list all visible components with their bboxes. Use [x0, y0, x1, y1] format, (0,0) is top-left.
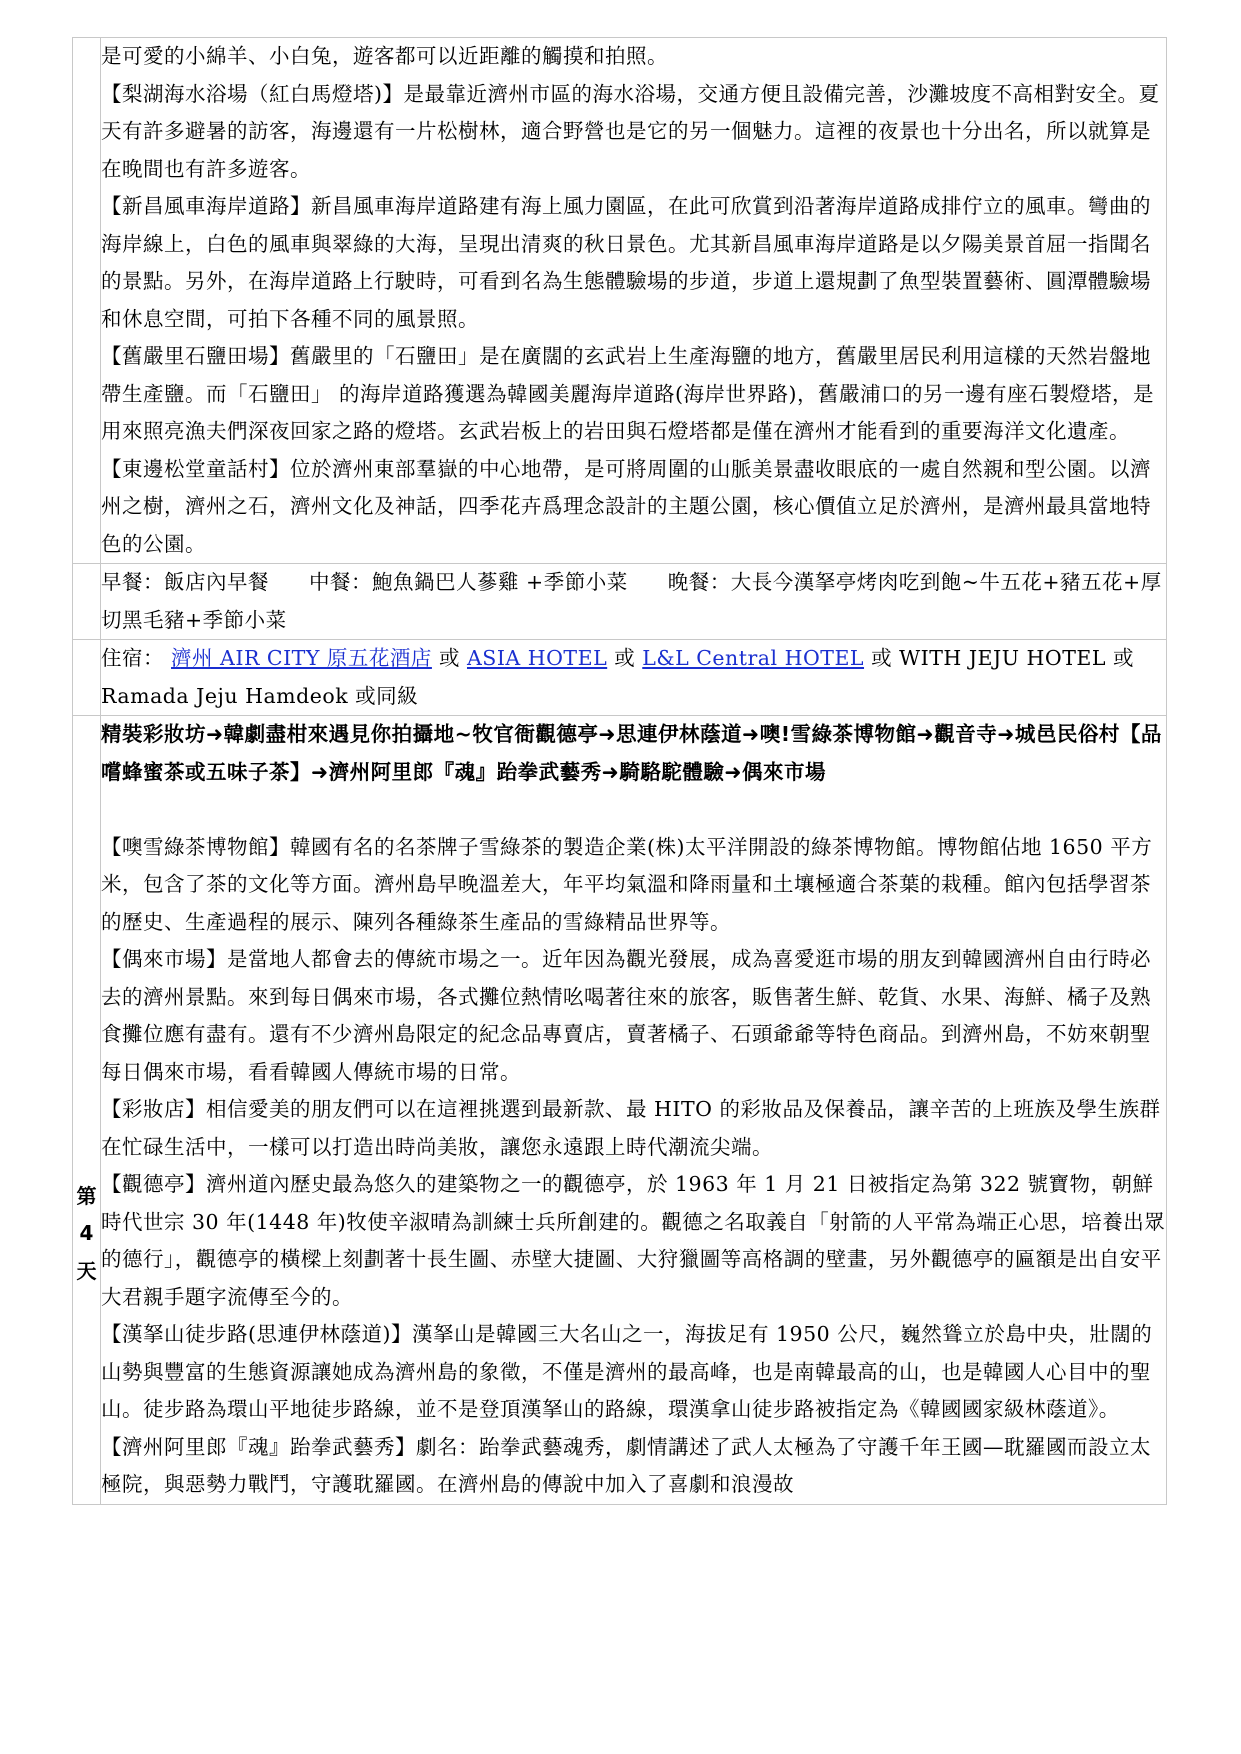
day4-char-2: 4	[79, 1221, 94, 1245]
day3-windmill-road-paragraph: 【新昌風車海岸道路】新昌風車海岸道路建有海上風力園區，在此可欣賞到沿著海岸道路成排佇立的風車。彎曲的海岸線上，白色的風車與翠綠的大海，呈現出清爽的秋日景色。尤其新昌風車海岸道路是以夕陽美景首屈一指聞名的景點。另外，在海岸道路上行駛時，可看到名為生態體驗場的步道，步道上還規劃了魚型裝置藝術、圓潭體驗場和休息空間，可拍下各種不同的風景照。	[101, 194, 1151, 331]
day3-salt-field-paragraph: 【舊嚴里石鹽田場】舊嚴里的「石鹽田」是在廣闊的玄武岩上生產海鹽的地方，舊嚴里居民利用這樣的天然岩盤地帶生產鹽。而「石鹽田」 的海岸道路獲選為韓國美麗海岸道路(海岸世界路)，舊嚴浦口的另一邊有座石製燈塔，是用來照亮漁夫們深夜回家之路的燈塔。玄武岩板上的岩田與石燈塔都是僅在濟州才能看到的重要海洋文化遺產。	[101, 344, 1155, 443]
hotel-link-air-city[interactable]: 濟州 AIR CITY 原五花酒店	[171, 646, 432, 670]
breakfast-text: 早餐：飯店內早餐	[101, 570, 269, 594]
day4-hallasan-trail-paragraph: 【漢拏山徒步路(思連伊林蔭道)】漢拏山是韓國三大名山之一，海拔足有 1950 公尺，巍然聳立於島中央，壯闊的山勢與豐富的生態資源讓她成為濟州島的象徵，不僅是濟州的最高峰，也是南韓最高的山，也是韓國人心目中的聖山。徒步路為環山平地徒步路線，並不是登頂漢拏山的路線，環漢拿山徒步路被指定為《韓國國家級林蔭道》。	[101, 1322, 1153, 1421]
hotel-link-ll-central[interactable]: L&L Central HOTEL	[642, 646, 865, 670]
day4-row	[73, 716, 1167, 1505]
day4-green-tea-museum-paragraph: 【噢雪綠茶博物館】韓國有名的名茶牌子雪綠茶的製造企業(株)太平洋開設的綠茶博物館。博物館佔地 1650 平方米，包含了茶的文化等方面。濟州島早晚溫差大，年平均氣溫和降雨量和土壤極適合茶葉的栽種。館內包括學習茶的歷史、生產過程的展示、陳列各種綠茶生產品的雪綠精品世界等。	[101, 834, 1153, 934]
day4-day-cell	[73, 716, 101, 1505]
day4-taekwondo-show-paragraph: 【濟州阿里郎『魂』跆拳武藝秀】劇名：跆拳武藝魂秀，劇情講述了武人太極為了守護千年王國—耽羅國而設立太極院，與惡勢力戰鬥，守護耽羅國。在濟州島的傳說中加入了喜劇和浪漫故	[101, 1434, 1151, 1496]
lodging-or-2: 或	[614, 646, 636, 670]
day3-sheep-paragraph: 是可愛的小綿羊、小白兔，遊客都可以近距離的觸摸和拍照。	[101, 44, 668, 68]
day4-char-1: 第	[76, 1183, 97, 1208]
hotel-link-asia[interactable]: ASIA HOTEL	[466, 646, 608, 670]
day3-lodging-cell	[101, 640, 1167, 716]
lodging-other-hotels: 或 WITH JEJU HOTEL 或 Ramada Jeju Hamdeok 或同級	[101, 646, 1134, 708]
day3-meals-row	[73, 564, 1167, 640]
day4-olle-market-paragraph: 【偶來市場】是當地人都會去的傳統市場之一。近年因為觀光發展，成為喜愛逛市場的朋友到韓國濟州自由行時必去的濟州景點。來到每日偶來市場，各式攤位熱情吆喝著往來的旅客，販售著生鮮、乾貨、水果、海鮮、橘子及熟食攤位應有盡有。還有不少濟州島限定的紀念品專賣店，賣著橘子、石頭爺爺等特色商品。到濟州島，不妨來朝聖每日偶來市場，看看韓國人傳統市場的日常。	[101, 947, 1151, 1084]
lodging-or-1: 或	[438, 646, 460, 670]
day4-cosmetics-shop-paragraph: 【彩妝店】相信愛美的朋友們可以在這裡挑選到最新款、最 HITO 的彩妝品及保養品，讓辛苦的上班族及學生族群在忙碌生活中，一樣可以打造出時尚美妝，讓您永遠跟上時代潮流尖端。	[101, 1097, 1161, 1159]
day3-lodging-row	[73, 640, 1167, 716]
day3-fairy-tale-village-paragraph: 【東邊松堂童話村】位於濟州東部羣嶽的中心地帶，是可將周圍的山脈美景盡收眼底的一處自然親和型公園。以濟州之樹，濟州之石，濟州文化及神話，四季花卉爲理念設計的主題公園，核心價值立足於濟州，是濟州最具當地特色的公園。	[101, 456, 1151, 556]
day4-label	[73, 930, 100, 1291]
route-spacer	[101, 791, 1166, 829]
day3-description-cell	[101, 38, 1167, 564]
day3-day-cell	[73, 38, 101, 564]
lodging-label: 住宿：	[101, 646, 164, 670]
day3-meals-cell	[101, 564, 1167, 640]
itinerary-table	[72, 37, 1167, 1505]
day3-description-row	[73, 38, 1167, 564]
day4-gwandeokjeong-paragraph: 【觀德亭】濟州道內歷史最為悠久的建築物之一的觀德亭，於 1963 年 1 月 21 日被指定為第 322 號寶物，朝鮮時代世宗 30 年(1448 年)牧使辛淑晴為訓練士兵所創建的。觀德之名取義自「射箭的人平常為端正心思，培養出眾的德行」，觀德亭的橫樑上刻劃著十長生圖、赤壁大捷圖、大狩獵圖等高格調的壁畫，另外觀德亭的匾額是出自安平大君親手題字流傳至今的。	[101, 1172, 1166, 1309]
day4-char-3: 天	[76, 1258, 97, 1283]
day3-meals-day-cell	[73, 564, 101, 640]
day3-lodging-day-cell	[73, 640, 101, 716]
dinner-text: 晚餐：大長今漢拏亭烤肉吃到飽~牛五花+豬五花+厚切黑毛豬+季節小菜	[101, 570, 1162, 632]
day4-route-heading: 精裝彩妝坊➜韓劇盡柑來遇見你拍攝地~牧官衙觀德亭➜思連伊林蔭道➜噢!雪綠茶博物館➜觀音寺➜城邑民俗村【品嚐蜂蜜茶或五味子茶】➜濟州阿里郎『魂』跆拳武藝秀➜騎駱駝體驗➜偶來市場	[101, 722, 1162, 784]
lunch-text: 中餐：鮑魚鍋巴人蔘雞 +季節小菜	[309, 570, 628, 594]
day3-iho-beach-paragraph: 【梨湖海水浴場（紅白馬燈塔)】是最靠近濟州市區的海水浴場，交通方便且設備完善，沙灘坡度不高相對安全。夏天有許多避暑的訪客，海邊還有一片松樹林，適合野營也是它的另一個魅力。這裡的夜景也十分出名，所以就算是在晚間也有許多遊客。	[101, 81, 1160, 181]
day4-description-cell	[101, 716, 1167, 1505]
